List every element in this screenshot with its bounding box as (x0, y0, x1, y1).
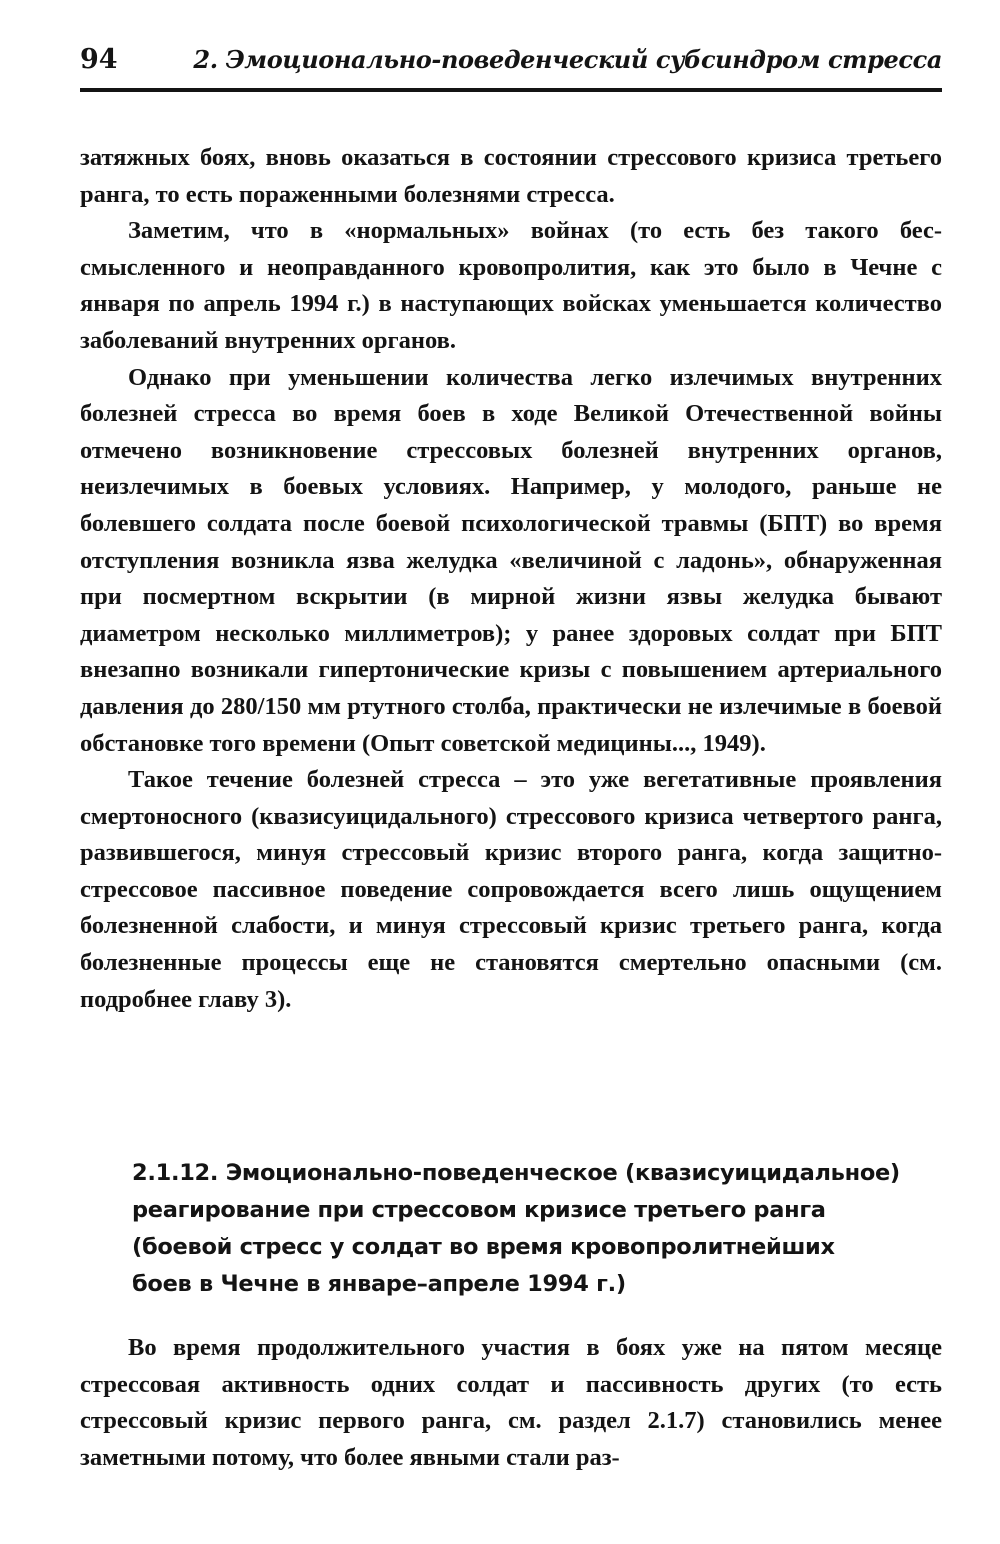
section-heading-line: (боевой стресс у солдат во время кровопролитнейших (132, 1234, 835, 1260)
section-body-text (80, 1330, 942, 1476)
page-number: 94 (80, 44, 118, 75)
body-text (80, 140, 942, 1018)
section-heading (132, 1155, 942, 1303)
book-page (80, 0, 942, 1544)
header-rule (80, 88, 942, 92)
paragraph: Однако при уменьшении количества легко излечимых внутренних болезней стресса во время боев в ходе Великой Отечественной войны отмечено возникновение стрессовых болезней внутренних органов, неизлечимых в боевых условиях. Например, у молодого, раньше не болевшего солдата после боевой психологической травмы (БПТ) во время отступления возникла язва желудка «величиной с ладонь», обнаруженная при посмертном вскрытии (в мирной жизни язвы желудка бывают диаметром несколько миллиметров); у ранее здоровых солдат при БПТ внезапно возникали гипертонические кризы с повышением артериального давления до 280/150 мм ртутного столба, практически не излечимые в боевой обстановке того времени (Опыт советской медицины..., 1949). (80, 363, 942, 757)
running-header (80, 44, 942, 88)
paragraph: Заметим, что в «нормальных» войнах (то есть без такого бессмысленного и неоправданного кровопролития, как это было в Чечне с января по апрель 1994 г.) в наступающих войсках уменьшается количество заболеваний внутренних органов. (80, 217, 942, 354)
section-heading-line: реагирование при стрессовом кризисе третьего ранга (132, 1197, 826, 1223)
section-heading-line: 2.1.12. Эмоционально-поведенческое (квазисуицидальное) (132, 1160, 900, 1186)
paragraph: Такое течение болезней стресса – это уже вегетативные проявления смертоносного (квазисуицидального) стрессового кризиса четвертого ранга, развившегося, минуя стрессовый кризис второго ранга, когда защитно-стрессовое пассивное поведение сопровождается всего лишь ощущением болезненной слабости, и минуя стрессовый кризис третьего ранга, когда болезненные процессы еще не становятся смертельно опасными (см. подробнее главу 3). (80, 766, 942, 1013)
running-title: 2. Эмоционально-поведенческий субсиндром стресса (193, 45, 942, 74)
section-heading-line: боев в Чечне в январе–апреле 1994 г.) (132, 1271, 626, 1297)
paragraph-continuation: затяжных боях, вновь оказаться в состоянии стрессового кризиса третьего ранга, то есть пораженными болезнями стресса. (80, 144, 942, 208)
paragraph: Во время продолжительного участия в боях уже на пятом месяце стрессовая активность одних солдат и пассивность других (то есть стрессовый кризис первого ранга, см. раздел 2.1.7) становились менее заметными потому, что более явными стали раз- (80, 1334, 942, 1471)
